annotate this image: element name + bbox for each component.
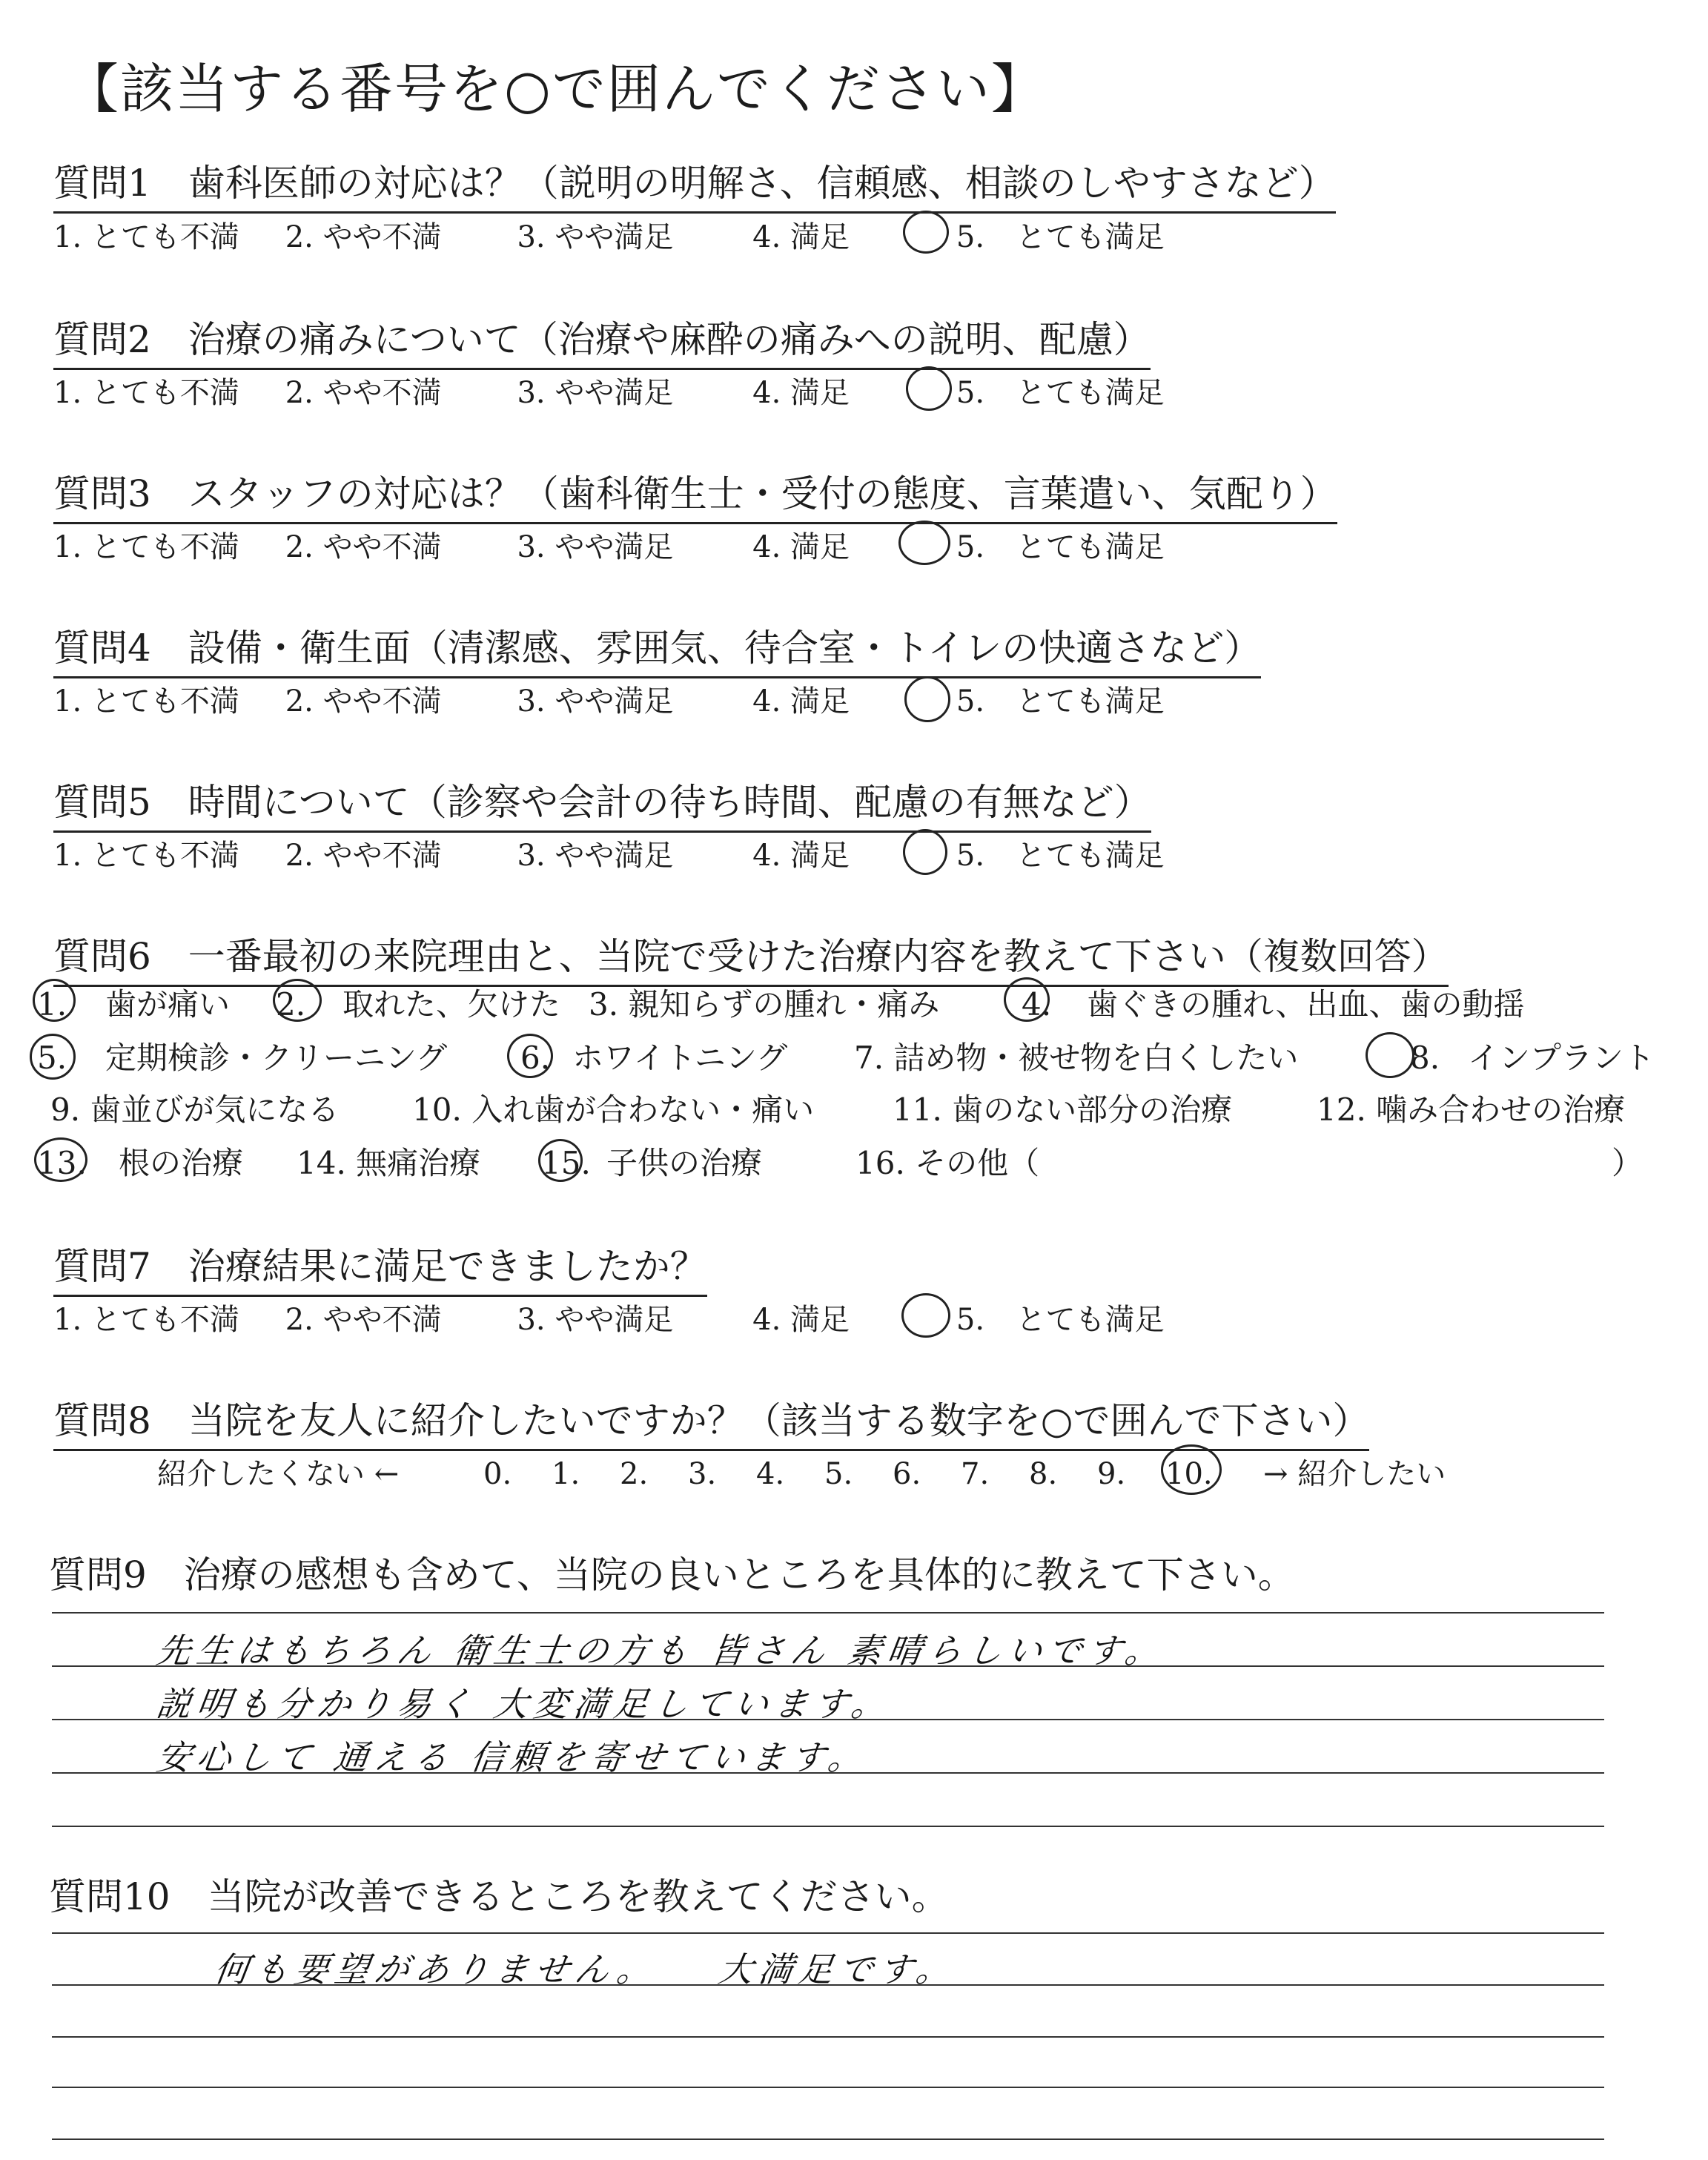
option-4[interactable]: 4. 満足 xyxy=(752,1303,850,1337)
option-4[interactable]: 4. 満足 xyxy=(752,220,850,254)
answer-circle xyxy=(1366,1032,1414,1078)
scale-option-9[interactable]: 9. xyxy=(1097,1457,1126,1491)
question-6-row-4 xyxy=(37,1139,1643,1183)
page-title: 【該当する番号を○で囲んでください】 xyxy=(65,58,1046,120)
scale-option-0[interactable]: 0. xyxy=(483,1457,512,1491)
scale-option-5[interactable]: 5. xyxy=(824,1457,853,1491)
option-5-label: とても満足 xyxy=(1016,839,1165,873)
q6-option-1-label: 歯が痛い xyxy=(105,986,231,1023)
answer-line xyxy=(52,2138,1604,2140)
answer-circle xyxy=(273,979,322,1022)
option-5[interactable]: 5. xyxy=(956,220,985,254)
q6-option-13-label: 根の治療 xyxy=(119,1145,244,1181)
scale-option-3[interactable]: 3. xyxy=(688,1457,717,1491)
q6-option-9[interactable]: 9. 歯並びが気になる xyxy=(50,1091,340,1128)
answer-circle xyxy=(901,1293,950,1338)
question-9-label: 質問9 治療の感想も含めて、当院の良いところを具体的に教えて下さい。 xyxy=(49,1553,1295,1596)
scale-option-6[interactable]: 6. xyxy=(893,1457,921,1491)
answer-line xyxy=(52,1932,1604,1934)
question-3-label: 質問3 スタッフの対応は？（歯科衛生士・受付の態度、言葉遣い、気配り） xyxy=(53,464,1337,524)
option-3[interactable]: 3. やや満足 xyxy=(517,376,674,410)
answer-circle xyxy=(906,366,952,411)
option-4[interactable]: 4. 満足 xyxy=(752,376,850,410)
question-3-options xyxy=(53,524,1165,566)
option-4[interactable]: 4. 満足 xyxy=(752,839,850,873)
option-3[interactable]: 3. やや満足 xyxy=(517,1303,674,1337)
question-2-options xyxy=(53,369,1165,412)
option-3[interactable]: 3. やや満足 xyxy=(517,530,674,564)
question-7-label: 質問7 治療結果に満足できましたか？ xyxy=(53,1237,707,1297)
option-3[interactable]: 3. やや満足 xyxy=(517,839,674,873)
q6-option-1-number[interactable]: 1. xyxy=(37,986,67,1023)
answer-circle xyxy=(1161,1444,1222,1495)
option-1[interactable]: 1. とても不満 xyxy=(53,1303,239,1337)
option-5[interactable]: 5. xyxy=(956,376,985,410)
option-3[interactable]: 3. やや満足 xyxy=(517,220,674,254)
question-6-label: 質問6 一番最初の来院理由と、当院で受けた治療内容を教えて下さい（複数回答） xyxy=(53,927,1449,987)
answer-circle xyxy=(33,979,76,1022)
q6-option-6-label: ホワイトニング xyxy=(572,1040,788,1076)
scale-option-1[interactable]: 1. xyxy=(552,1457,580,1491)
option-5-label: とても満足 xyxy=(1016,530,1165,564)
q6-option-4-number[interactable]: 4. xyxy=(1022,986,1052,1023)
option-5-label: とても満足 xyxy=(1016,220,1165,254)
handwritten-answer-line: 安心して 通える 信頼を寄せています。 xyxy=(153,1737,871,1777)
option-1[interactable]: 1. とても不満 xyxy=(53,839,239,873)
answer-circle xyxy=(34,1137,87,1182)
handwritten-answer-line: 説明も分かり易く 大変満足しています。 xyxy=(153,1684,895,1724)
q6-option-10[interactable]: 10. 入れ歯が合わない・痛い xyxy=(412,1091,815,1128)
question-6-row-3 xyxy=(50,1086,1625,1130)
option-2[interactable]: 2. やや不満 xyxy=(285,839,442,873)
handwritten-answer-line: 何も要望がありません。 xyxy=(211,1949,661,1989)
option-5[interactable]: 5. xyxy=(956,1303,985,1337)
scale-right-label: → 紹介したい xyxy=(1263,1457,1446,1491)
option-5[interactable]: 5. xyxy=(956,530,985,564)
scale-option-8[interactable]: 8. xyxy=(1029,1457,1058,1491)
answer-line xyxy=(52,2087,1604,2088)
question-8-scale xyxy=(157,1450,1446,1493)
question-6-row-1 xyxy=(37,980,1525,1025)
option-4[interactable]: 4. 満足 xyxy=(752,530,850,564)
q6-option-5-number[interactable]: 5. xyxy=(37,1040,67,1076)
q6-option-3[interactable]: 3. 親知らずの腫れ・痛み xyxy=(589,986,940,1023)
q6-option-14[interactable]: 14. 無痛治療 xyxy=(297,1145,481,1181)
answer-circle xyxy=(30,1034,76,1080)
q6-option-6-number[interactable]: 6. xyxy=(520,1040,551,1076)
option-5[interactable]: 5. xyxy=(956,684,985,719)
scale-option-10[interactable]: 10. xyxy=(1165,1457,1213,1491)
question-1-options xyxy=(53,214,1165,256)
question-4-label: 質問4 設備・衛生面（清潔感、雰囲気、待合室・トイレの快適さなど） xyxy=(53,618,1261,678)
option-4[interactable]: 4. 満足 xyxy=(752,684,850,719)
q6-option-12[interactable]: 12. 噛み合わせの治療 xyxy=(1317,1091,1626,1128)
option-2[interactable]: 2. やや不満 xyxy=(285,376,442,410)
q6-option-16-close: ） xyxy=(1612,1145,1644,1181)
option-2[interactable]: 2. やや不満 xyxy=(285,530,442,564)
option-2[interactable]: 2. やや不満 xyxy=(285,1303,442,1337)
q6-option-8-label: インプラント xyxy=(1468,1040,1655,1076)
q6-option-4-label: 歯ぐきの腫れ、出血、歯の動揺 xyxy=(1087,986,1525,1023)
handwritten-answer-line: 大満足です。 xyxy=(715,1949,959,1989)
question-5-label: 質問5 時間について（診察や会計の待ち時間、配慮の有無など） xyxy=(53,773,1151,833)
q6-option-11[interactable]: 11. 歯のない部分の治療 xyxy=(893,1091,1233,1128)
answer-circle xyxy=(898,521,950,565)
answer-circle xyxy=(507,1034,553,1078)
q6-option-5-label: 定期検診・クリーニング xyxy=(105,1040,448,1076)
question-8-label: 質問8 当院を友人に紹介したいですか？（該当する数字を○で囲んで下さい） xyxy=(53,1391,1369,1451)
scale-option-7[interactable]: 7. xyxy=(961,1457,990,1491)
question-4-options xyxy=(53,678,1165,720)
q6-option-2-label: 取れた、欠けた xyxy=(342,986,561,1023)
q6-option-7[interactable]: 7. 詰め物・被せ物を白くしたい xyxy=(854,1040,1299,1076)
question-5-options xyxy=(53,832,1165,874)
q6-option-15-label: 子供の治療 xyxy=(606,1145,763,1181)
question-1-label: 質問1 歯科医師の対応は？（説明の明解さ、信頼感、相談のしやすさなど） xyxy=(53,153,1336,214)
answer-circle xyxy=(1004,977,1050,1022)
scale-option-4[interactable]: 4. xyxy=(756,1457,785,1491)
handwritten-answer-line: 先生はもちろん 衛生士の方も 皆さん 素晴らしいです。 xyxy=(153,1631,1168,1671)
option-2[interactable]: 2. やや不満 xyxy=(285,220,442,254)
q6-option-13-number[interactable]: 13. xyxy=(37,1145,87,1181)
option-5-label: とても満足 xyxy=(1016,1303,1165,1337)
q6-option-16[interactable]: 16. その他（ xyxy=(855,1145,1040,1181)
option-3[interactable]: 3. やや満足 xyxy=(517,684,674,719)
answer-line xyxy=(52,1826,1604,1827)
scale-option-2[interactable]: 2. xyxy=(620,1457,649,1491)
option-1[interactable]: 1. とても不満 xyxy=(53,530,239,564)
q6-option-2-number[interactable]: 2. xyxy=(276,986,306,1023)
option-5-label: とても満足 xyxy=(1016,684,1165,719)
option-5-label: とても満足 xyxy=(1016,376,1165,410)
answer-circle xyxy=(904,676,950,722)
question-2-label: 質問2 治療の痛みについて（治療や麻酔の痛みへの説明、配慮） xyxy=(53,310,1151,370)
question-7-options xyxy=(53,1296,1165,1338)
scale-left-label: 紹介したくない ← xyxy=(157,1457,400,1491)
option-2[interactable]: 2. やや不満 xyxy=(285,684,442,719)
answer-circle xyxy=(903,211,949,254)
answer-line xyxy=(52,1612,1604,1614)
option-5[interactable]: 5. xyxy=(956,839,985,873)
answer-line xyxy=(52,2036,1604,2038)
option-1[interactable]: 1. とても不満 xyxy=(53,684,239,719)
answer-circle xyxy=(538,1139,583,1182)
q6-option-8-number[interactable]: 8. xyxy=(1410,1040,1440,1076)
answer-circle xyxy=(903,829,947,875)
option-1[interactable]: 1. とても不満 xyxy=(53,220,239,254)
option-1[interactable]: 1. とても不満 xyxy=(53,376,239,410)
q6-option-15-number[interactable]: 15. xyxy=(541,1145,591,1181)
question-10-label: 質問10 当院が改善できるところを教えてください。 xyxy=(49,1875,949,1918)
